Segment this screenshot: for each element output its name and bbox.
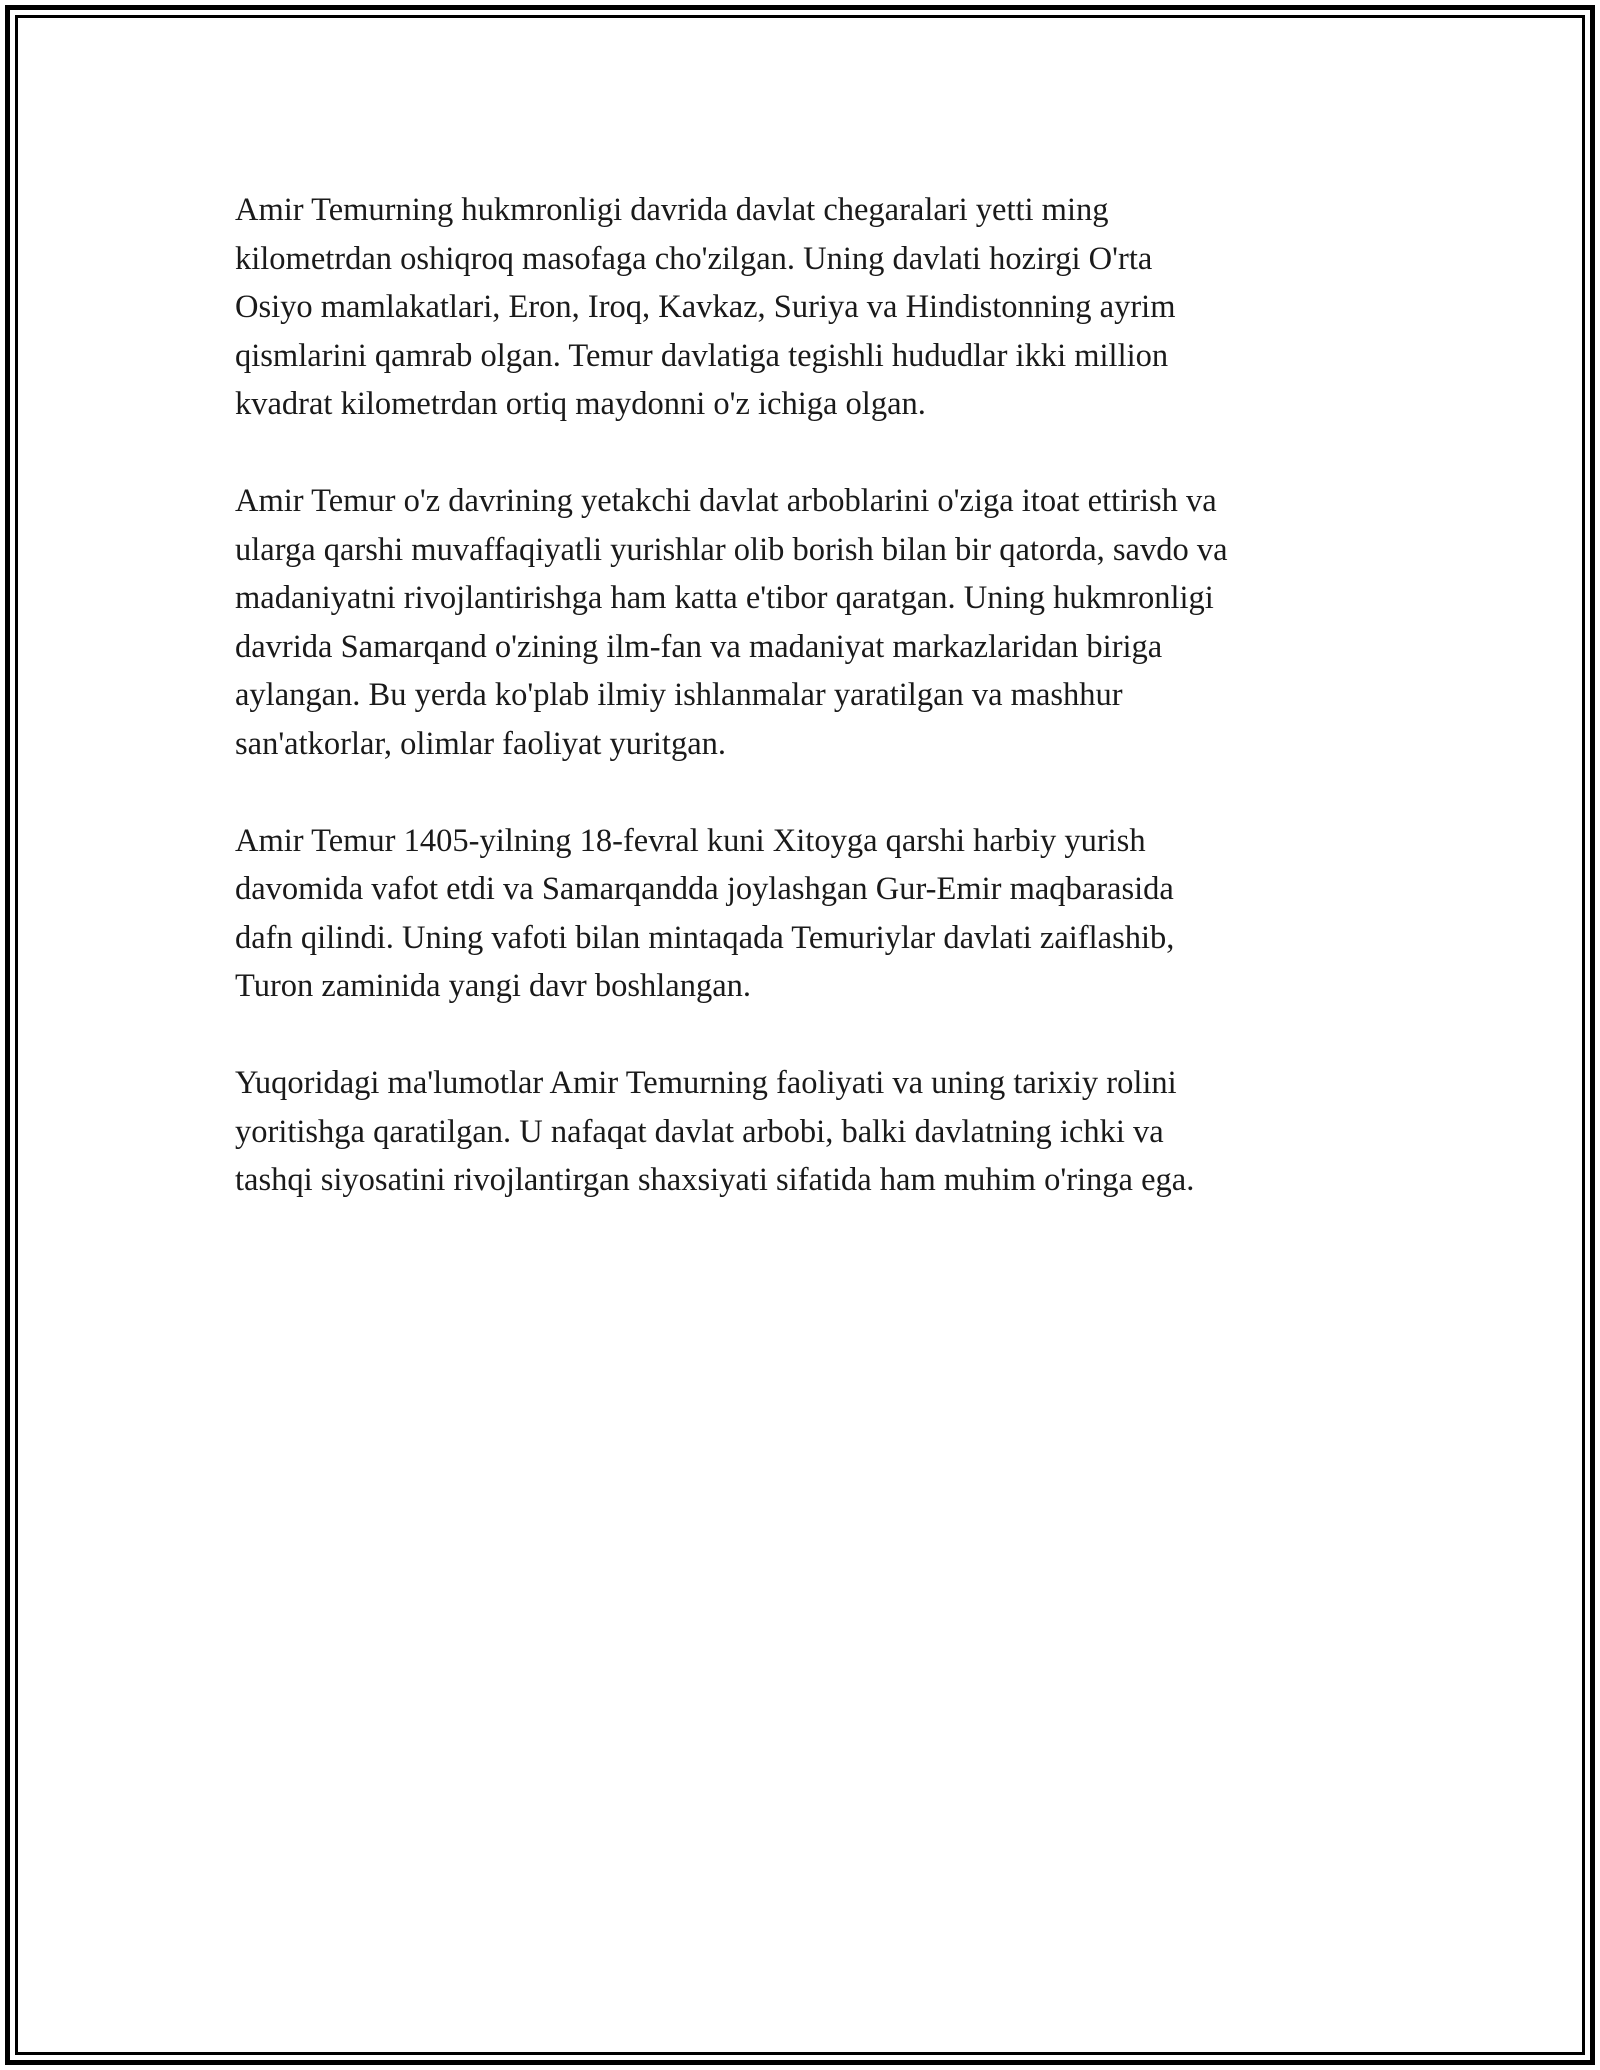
document-body [235,186,1370,1253]
text-line: Osiyo mamlakatlari, Eron, Iroq, Kavkaz, Suriya va Hindistonning ayrim [235,289,1176,325]
text-line: davrida Samarqand o'zining ilm-fan va madaniyat markazlaridan biriga [235,628,1163,665]
text-line: qismlarini qamrab olgan. Temur davlatiga tegishli hududlar ikki million [235,337,1169,374]
text-line: aylangan. Bu yerda ko'plab ilmiy ishlanmalar yaratilgan va mashhur [235,677,1123,713]
text-line: kilometrdan oshiqroq masofaga cho'zilgan. Uning davlati hozirgi O'rta [235,240,1153,277]
text-line: Amir Temur 1405-yilning 18-fevral kuni Xitoyga qarshi harbiy yurish [235,822,1146,859]
text-line: san'atkorlar, olimlar faoliyat yuritgan. [235,725,726,762]
text-line: dafn qilindi. Uning vafoti bilan mintaqada Temuriylar davlati zaiflashib, [235,919,1175,956]
text-line: Amir Temur o'z davrining yetakchi davlat arboblarini o'ziga itoat ettirish va [235,483,1217,519]
text-line: madaniyatni rivojlantirishga ham katta e'tibor qaratgan. Uning hukmronligi [235,580,1214,616]
text-line: tashqi siyosatini rivojlantirgan shaxsiyati sifatida ham muhim o'ringa ega. [235,1162,1195,1198]
paragraph-culture [235,477,1370,768]
text-line: kvadrat kilometrdan ortiq maydonni o'z ichiga olgan. [235,386,926,422]
text-line: ularga qarshi muvaffaqiyatli yurishlar olib borish bilan bir qatorda, savdo va [235,531,1228,568]
paragraph-death [235,817,1370,1011]
text-line: Yuqoridagi ma'lumotlar Amir Temurning faoliyati va uning tarixiy rolini [235,1065,1177,1101]
text-line: Turon zaminida yangi davr boshlangan. [235,968,752,1004]
text-line: Amir Temurning hukmronligi davrida davlat chegaralari yetti ming [235,192,1109,228]
paragraph-summary [235,1059,1370,1205]
paragraph-territory [235,186,1370,429]
text-line: yoritishga qaratilgan. U nafaqat davlat arbobi, balki davlatning ichki va [235,1113,1164,1150]
text-line: davomida vafot etdi va Samarqandda joylashgan Gur-Emir maqbarasida [235,871,1174,907]
